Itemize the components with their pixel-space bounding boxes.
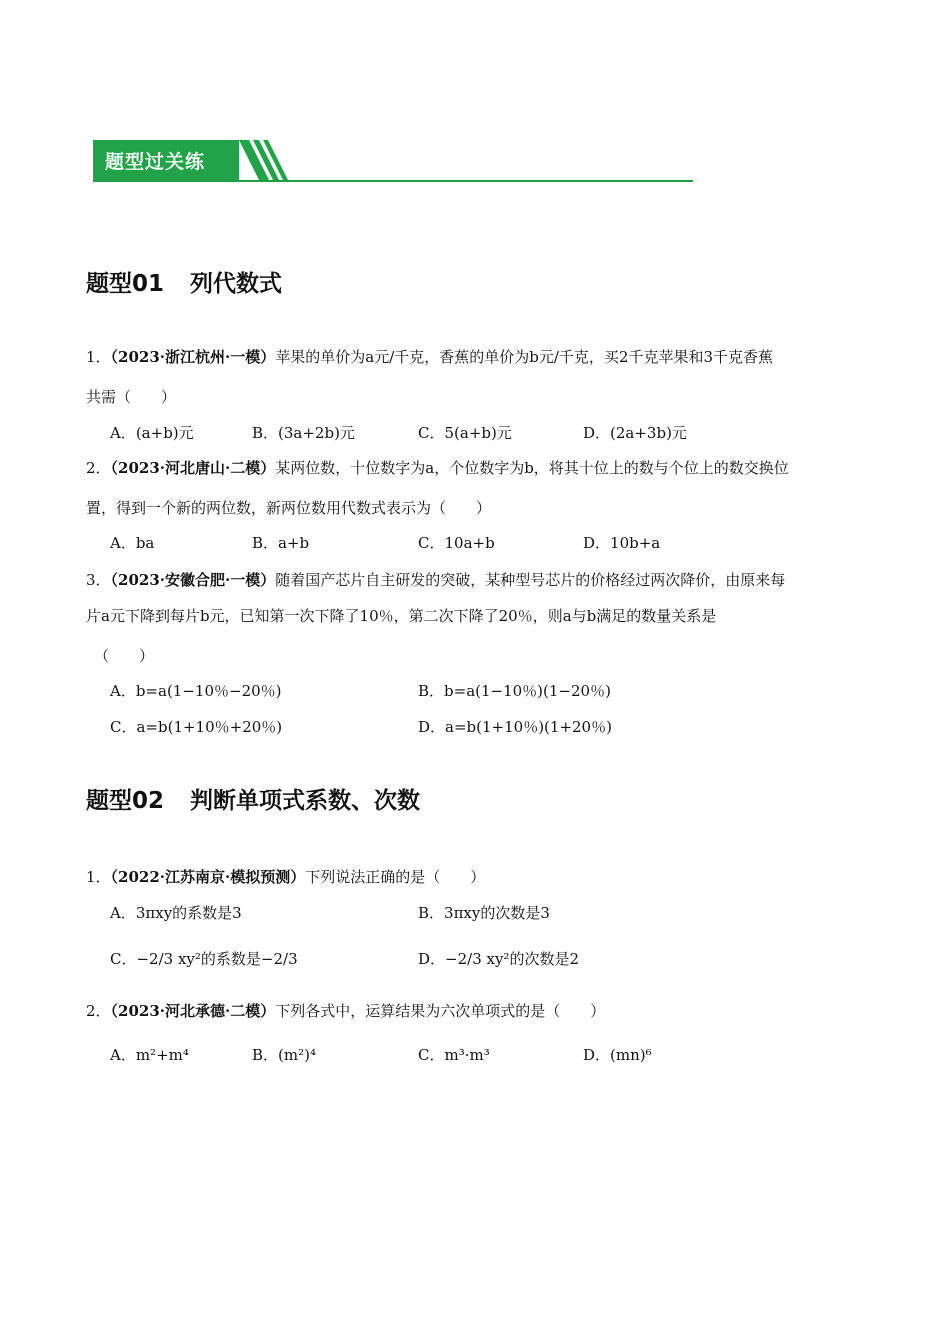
- question-source: （2023·河北承德·二模）: [110, 1002, 276, 1020]
- question-text: 下列说法正确的是（ ）: [305, 868, 486, 886]
- option-d[interactable]: D．(2a+3b)元: [583, 424, 687, 442]
- option-c[interactable]: C．a=b(1+10％+20％): [110, 718, 283, 736]
- section-heading-02: [86, 782, 420, 815]
- question-number: 3．: [86, 571, 111, 589]
- option-d[interactable]: D．10b+a: [583, 534, 661, 552]
- section-number: 题型01: [86, 271, 165, 297]
- banner-underline: [93, 180, 693, 182]
- question-1-2: [86, 457, 789, 478]
- option-a[interactable]: A．ba: [110, 534, 155, 552]
- question-1-1: [86, 346, 773, 367]
- section-heading-01: [86, 265, 282, 298]
- question-1-3-line2: 片a元下降到每片b元，已知第一次下降了10％，第二次下降了20％，则a与b满足的数量关系是: [86, 607, 717, 625]
- option-b[interactable]: B．a+b: [252, 534, 310, 552]
- question-source: （2023·浙江杭州·一模）: [110, 348, 276, 366]
- question-text: 某两位数，十位数字为a，个位数字为b，将其十位上的数与个位上的数交换位: [275, 459, 789, 477]
- banner-title: 题型过关练: [105, 151, 206, 173]
- question-1-3-line3: （ ）: [94, 647, 155, 665]
- option-d[interactable]: D．a=b(1+10％)(1+20％): [418, 718, 612, 736]
- question-source: （2023·河北唐山·二模）: [110, 459, 276, 477]
- question-1-1-line2: 共需（ ）: [86, 388, 177, 406]
- option-c[interactable]: C．−2/3 xy²的系数是−2/3: [110, 950, 298, 968]
- banner-stripes-icon: [239, 140, 289, 180]
- section-banner: [93, 140, 693, 184]
- option-c[interactable]: C．5(a+b)元: [418, 424, 512, 442]
- question-number: 2．: [86, 459, 111, 477]
- option-b[interactable]: B．(m²)⁴: [252, 1046, 316, 1064]
- question-text: 苹果的单价为a元/千克，香蕉的单价为b元/千克，买2千克苹果和3千克香蕉: [275, 348, 773, 366]
- option-a[interactable]: A．b=a(1−10％−20％): [110, 682, 282, 700]
- option-a[interactable]: A．3πxy的系数是3: [110, 904, 242, 922]
- question-source: （2023·安徽合肥·一模）: [110, 571, 276, 589]
- question-number: 2．: [86, 1002, 111, 1020]
- section-number: 题型02: [86, 788, 165, 814]
- option-c[interactable]: C．10a+b: [418, 534, 495, 552]
- question-1-2-line2: 置，得到一个新的两位数，新两位数用代数式表示为（ ）: [86, 499, 492, 517]
- question-1-3: [86, 569, 785, 590]
- question-number: 1．: [86, 868, 111, 886]
- question-2-2: [86, 1000, 605, 1021]
- question-number: 1．: [86, 348, 111, 366]
- option-a[interactable]: A．(a+b)元: [110, 424, 194, 442]
- option-d[interactable]: D．−2/3 xy²的次数是2: [418, 950, 579, 968]
- option-d[interactable]: D．(mn)⁶: [583, 1046, 652, 1064]
- question-2-1: [86, 866, 485, 887]
- option-b[interactable]: B．(3a+2b)元: [252, 424, 355, 442]
- option-b[interactable]: B．b=a(1−10％)(1−20％): [418, 682, 611, 700]
- option-b[interactable]: B．3πxy的次数是3: [418, 904, 550, 922]
- question-text: 下列各式中，运算结果为六次单项式的是（ ）: [275, 1002, 606, 1020]
- banner-label-box: [93, 140, 239, 180]
- question-text: 随着国产芯片自主研发的突破，某种型号芯片的价格经过两次降价，由原来每: [275, 571, 786, 589]
- option-c[interactable]: C．m³·m³: [418, 1046, 490, 1064]
- question-source: （2022·江苏南京·模拟预测）: [110, 868, 306, 886]
- section-title: 列代数式: [190, 271, 283, 297]
- section-title: 判断单项式系数、次数: [190, 788, 421, 814]
- option-a[interactable]: A．m²+m⁴: [110, 1046, 189, 1064]
